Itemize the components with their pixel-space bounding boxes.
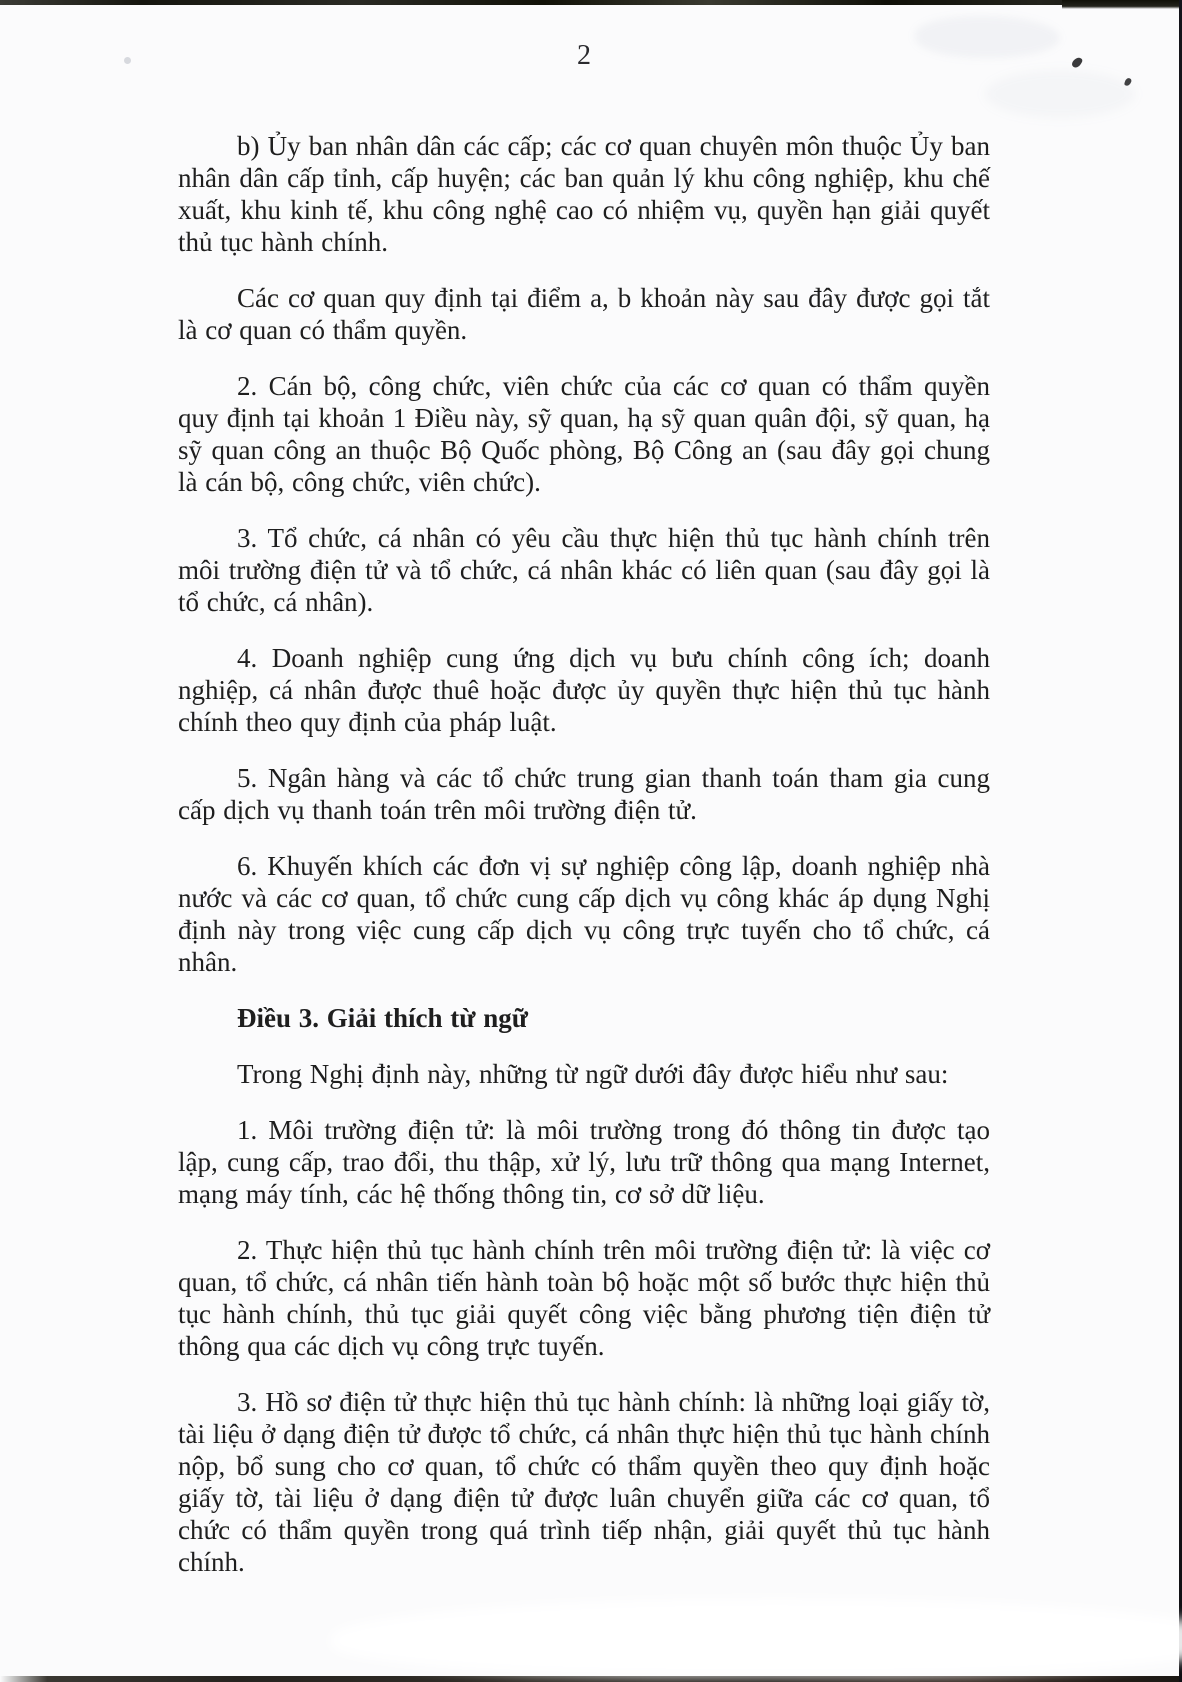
paragraph-clause-5: 5. Ngân hàng và các tổ chức trung gian thanh toán tham gia cung cấp dịch vụ thanh toán trên môi trường điện tử. (178, 763, 990, 825)
scan-smudge-right (985, 70, 1135, 118)
paragraph-clause-2: 2. Cán bộ, công chức, viên chức của các cơ quan có thẩm quyền quy định tại khoản 1 Điều này, sỹ quan, hạ sỹ quan quân đội, sỹ quan, hạ sỹ quan công an thuộc Bộ Quốc phòng, Bộ Công an (sau đây gọi chung là cán bộ, công chức, viên chức). (178, 371, 990, 497)
scan-edge-top-right-corner (1062, 0, 1182, 9)
ink-speck (1124, 77, 1132, 86)
paragraph-point-b: b) Ủy ban nhân dân các cấp; các cơ quan chuyên môn thuộc Ủy ban nhân dân cấp tỉnh, cấp huyện; các ban quản lý khu công nghiệp, khu chế xuất, khu kinh tế, khu công nghệ cao có nhiệm vụ, quyền hạn giải quyết thủ tục hành chính. (178, 131, 990, 257)
page-number: 2 (577, 40, 591, 71)
ink-speck (1071, 56, 1084, 70)
article-3-heading: Điều 3. Giải thích từ ngữ (237, 1003, 528, 1033)
paragraph-clause-4: 4. Doanh nghiệp cung ứng dịch vụ bưu chính công ích; doanh nghiệp, cá nhân được thuê hoặc được ủy quyền thực hiện thủ tục hành chính theo quy định của pháp luật. (178, 643, 990, 737)
scan-edge-bottom (0, 1676, 1182, 1682)
paragraph-definition-2: 2. Thực hiện thủ tục hành chính trên môi trường điện tử: là việc cơ quan, tổ chức, cá nhân tiến hành toàn bộ hoặc một số bước thực hiện thủ tục hành chính, thủ tục giải quyết công việc bằng phương tiện điện tử thông qua các dịch vụ công trực tuyến. (178, 1235, 990, 1361)
paragraph-clause-3: 3. Tổ chức, cá nhân có yêu cầu thực hiện thủ tục hành chính trên môi trường điện tử và tổ chức, cá nhân khác có liên quan (sau đây gọi là tổ chức, cá nhân). (178, 523, 990, 617)
scan-edge-top (0, 0, 1182, 5)
paragraph-definition-3: 3. Hồ sơ điện tử thực hiện thủ tục hành chính: là những loại giấy tờ, tài liệu ở dạng điện tử được tổ chức, cá nhân thực hiện thủ tục hành chính nộp, bổ sung cho cơ quan, tổ chức có thẩm quyền theo quy định hoặc giấy tờ, tài liệu ở dạng điện tử được luân chuyển giữa các cơ quan, tổ chức có thẩm quyền trong quá trình tiếp nhận, giải quyết thủ tục hành chính. (178, 1387, 990, 1577)
paragraph-definitions-intro: Trong Nghị định này, những từ ngữ dưới đây được hiểu như sau: (237, 1059, 949, 1089)
ink-speck (124, 57, 131, 64)
paragraph-clause-6: 6. Khuyến khích các đơn vị sự nghiệp công lập, doanh nghiệp nhà nước và các cơ quan, tổ chức cung cấp dịch vụ công khác áp dụng Nghị định này trong việc cung cấp dịch vụ công trực tuyến cho tổ chức, cá nhân. (178, 851, 990, 977)
scan-smudge-bottom (330, 1598, 1182, 1676)
paragraph-definition-1: 1. Môi trường điện tử: là môi trường trong đó thông tin được tạo lập, cung cấp, trao đổi, thu thập, xử lý, lưu trữ thông qua mạng Internet, mạng máy tính, các hệ thống thông tin, cơ sở dữ liệu. (178, 1115, 990, 1209)
paragraph-agencies-shorthand: Các cơ quan quy định tại điểm a, b khoản này sau đây được gọi tắt là cơ quan có thẩm quyền. (178, 283, 990, 345)
document-text-block (178, 100, 990, 1602)
